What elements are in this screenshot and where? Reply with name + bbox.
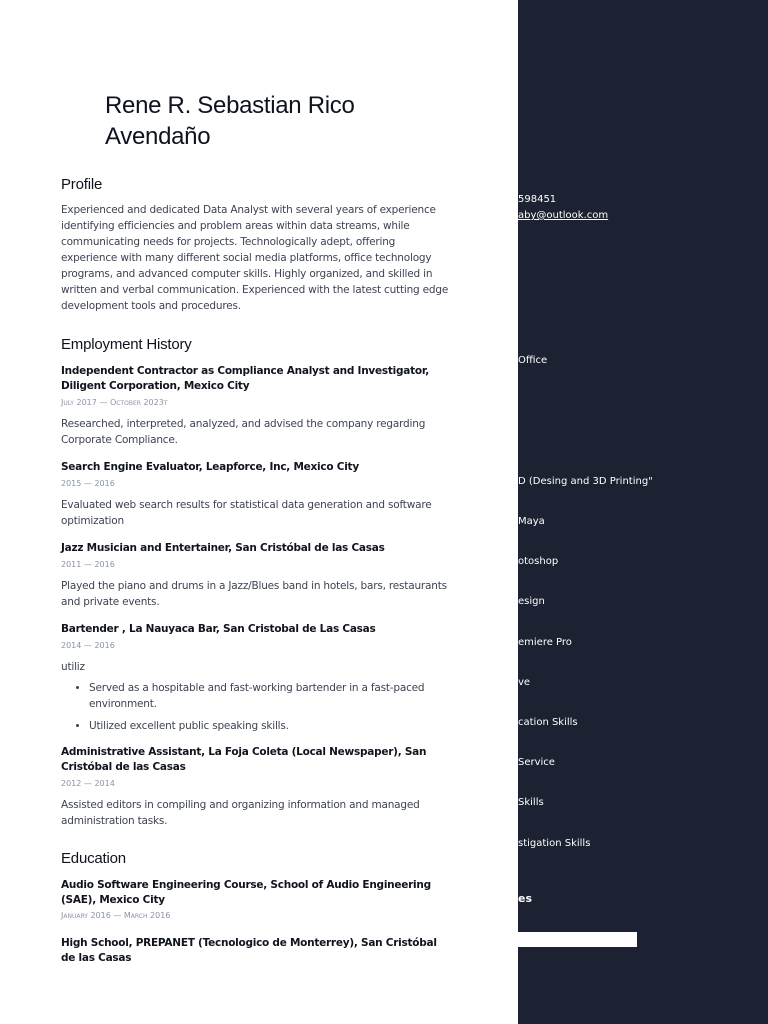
education-title-1: Audio Software Engineering Course, School of Audio Engineering (SAE), Mexico City <box>61 879 431 906</box>
job-title-3: Jazz Musician and Entertainer, San Cristóbal de las Casas <box>61 542 385 554</box>
job-dates-4: 2014 — 2016 <box>61 641 115 650</box>
job-dates-1: July 2017 — October 2023t <box>61 398 168 407</box>
job-title-1: Independent Contractor as Compliance Analyst and Investigator, Diligent Corporation, Mexico City <box>61 365 429 392</box>
skill-item: otoshop <box>518 556 559 567</box>
profile-text: Experienced and dedicated Data Analyst with several years of experience identifying efficiencies and problem areas within data streams, while communicating needs for projects. Technologically adept, offering experience with many different social media platforms, office technology programs, and advanced computer skills. Highly organized, and skilled in written and verbal communication. Experienced with the latest cutting edge development tools and procedures. <box>61 204 449 312</box>
job-title-2: Search Engine Evaluator, Leapforce, Inc, Mexico City <box>61 461 359 473</box>
list-item: • Utilized excellent public speaking skills. <box>89 718 481 734</box>
sidebar-phone: 598451 <box>518 194 557 205</box>
skill-item: Office <box>518 355 548 366</box>
education-dates-1: January 2016 — March 2016 <box>61 911 171 920</box>
job-description-2: Evaluated web search results for statistical data generation and software optimization <box>61 499 432 527</box>
resume-name: Rene R. Sebastian Rico Avendaño <box>105 92 355 150</box>
language-level-bar <box>518 932 637 947</box>
job-bullets-4 <box>61 680 481 740</box>
skill-item: Maya <box>518 516 545 527</box>
sidebar <box>518 0 768 1024</box>
job-dates-5: 2012 — 2014 <box>61 779 115 788</box>
skill-item: Skills <box>518 797 544 808</box>
education-heading: Education <box>61 850 126 867</box>
job-title-4: Bartender , La Nauyaca Bar, San Cristobal de Las Casas <box>61 623 376 635</box>
job-description-5: Assisted editors in compiling and organizing information and managed administration tasks. <box>61 799 420 827</box>
skill-item: esign <box>518 596 545 607</box>
sidebar-email-link[interactable]: aby@outlook.com <box>518 210 609 221</box>
skill-item: emiere Pro <box>518 637 572 648</box>
job-description-1: Researched, interpreted, analyzed, and advised the company regarding Corporate Compliance. <box>61 418 426 446</box>
skill-item: Service <box>518 757 555 768</box>
job-description-3: Played the piano and drums in a Jazz/Blues band in hotels, bars, restaurants and private events. <box>61 580 447 608</box>
job-dates-2: 2015 — 2016 <box>61 479 115 488</box>
skill-item: D (Desing and 3D Printing" <box>518 476 653 487</box>
profile-heading: Profile <box>61 176 103 193</box>
list-item: • Served as a hospitable and fast-working bartender in a fast-paced environment. <box>89 680 481 712</box>
job-title-5: Administrative Assistant, La Foja Coleta (Local Newspaper), San Cristóbal de las Casas <box>61 746 427 773</box>
skill-item: ve <box>518 677 531 688</box>
skill-item: stigation Skills <box>518 838 591 849</box>
job-description-4: utiliz <box>61 661 85 673</box>
skill-item: cation Skills <box>518 717 578 728</box>
employment-heading: Employment History <box>61 336 192 353</box>
education-title-2: High School, PREPANET (Tecnologico de Monterrey), San Cristóbal de las Casas <box>61 937 437 964</box>
languages-heading: es <box>518 892 533 905</box>
job-dates-3: 2011 — 2016 <box>61 560 115 569</box>
